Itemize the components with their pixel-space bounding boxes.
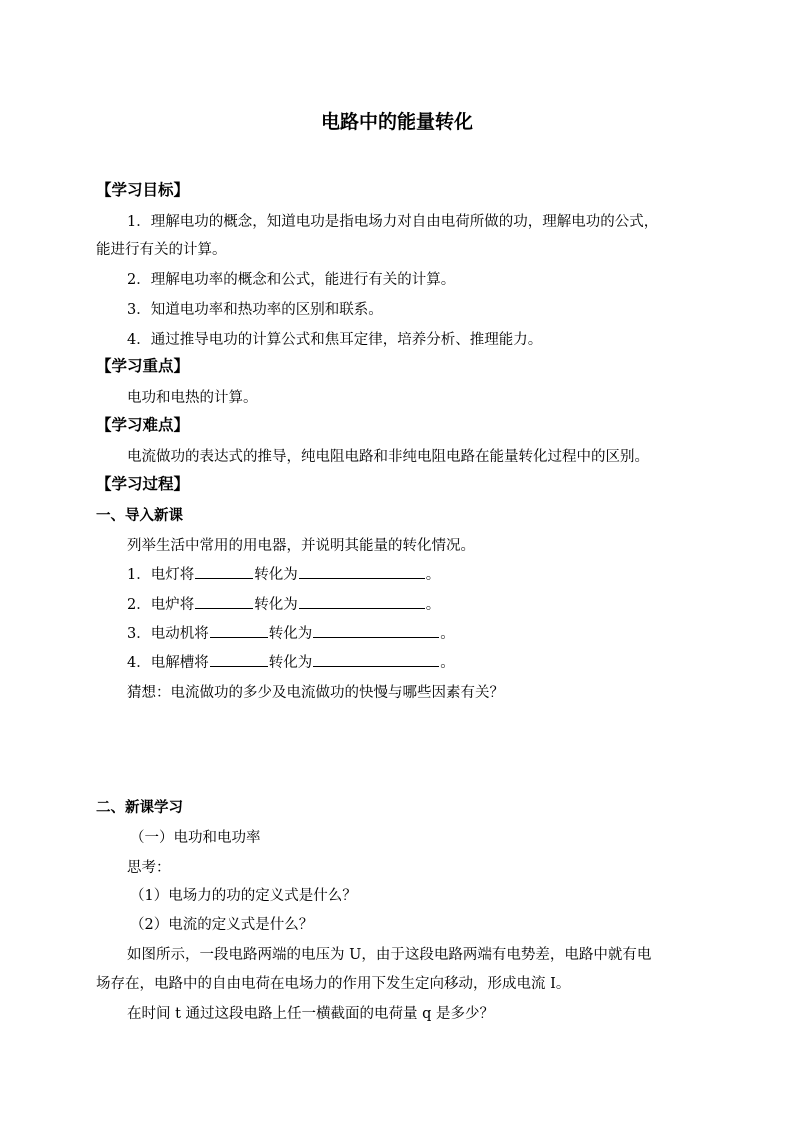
fill-item-2 <box>127 594 440 615</box>
fill-item-4-end: 。 <box>440 655 455 671</box>
objective-item-4: 4．通过推导电功的计算公式和焦耳定律，培养分析、推理能力。 <box>127 332 543 348</box>
objective-item-3: 3．知道电功率和热功率的区别和联系。 <box>127 302 383 318</box>
section2-q1: （1）电场力的功的定义式是什么？ <box>130 888 357 904</box>
page-title: 电路中的能量转化 <box>320 111 473 133</box>
fill-item-4 <box>127 652 455 673</box>
section1-intro: 列举生活中常用的用电器，并说明其能量的转化情况。 <box>127 538 475 554</box>
fill-blank[interactable] <box>313 623 439 638</box>
fill-item-3-mid: 转化为 <box>268 626 313 642</box>
difficulties-heading: 【学习难点】 <box>96 415 190 434</box>
section2-para2: 在时间 t 通过这段电路上任一横截面的电荷量 q 是多少？ <box>127 1006 495 1022</box>
fill-item-3-end: 。 <box>440 626 455 642</box>
objective-item-1-cont: 能进行有关的计算。 <box>96 242 227 258</box>
section2-para1-line2: 场存在，电路中的自由电荷在电场力的作用下发生定向移动，形成电流 I。 <box>96 976 571 992</box>
fill-item-2-end: 。 <box>425 597 441 613</box>
fill-blank[interactable] <box>210 652 268 667</box>
section2-para1-line1: 如图所示，一段电路两端的电压为 U，由于这段电路两端有电势差，电路中就有电 <box>127 947 652 963</box>
fill-item-4-mid: 转化为 <box>268 655 313 671</box>
fill-blank[interactable] <box>195 594 253 609</box>
fill-item-1-end: 。 <box>425 567 441 583</box>
objective-item-1: 1．理解电功的概念，知道电功是指电场力对自由电荷所做的功，理解电功的公式， <box>127 214 659 230</box>
fill-item-3-prefix: 3．电动机将 <box>127 626 209 642</box>
fill-blank[interactable] <box>313 652 439 667</box>
fill-blank[interactable] <box>210 623 268 638</box>
section2-think: 思考： <box>127 860 171 876</box>
process-heading: 【学习过程】 <box>96 474 190 493</box>
difficulties-text: 电流做功的表达式的推导，纯电阻电路和非纯电阻电路在能量转化过程中的区别。 <box>127 449 649 465</box>
fill-item-1 <box>127 564 440 585</box>
fill-item-4-prefix: 4．电解槽将 <box>127 655 209 671</box>
fill-item-3 <box>127 623 455 644</box>
key-points-text: 电功和电热的计算。 <box>127 390 258 406</box>
section1-heading: 一、导入新课 <box>96 507 183 524</box>
section2-q2: （2）电流的定义式是什么？ <box>130 917 314 933</box>
fill-item-2-mid: 转化为 <box>254 597 298 613</box>
fill-item-2-prefix: 2．电炉将 <box>127 597 195 613</box>
objectives-heading: 【学习目标】 <box>96 180 190 199</box>
key-points-heading: 【学习重点】 <box>96 356 190 375</box>
objective-item-2: 2．理解电功率的概念和公式，能进行有关的计算。 <box>127 272 456 288</box>
section1-guess: 猜想：电流做功的多少及电流做功的快慢与哪些因素有关？ <box>127 685 504 701</box>
section2-sub1: （一）电功和电功率 <box>130 830 261 846</box>
fill-blank[interactable] <box>299 564 425 579</box>
section2-heading: 二、新课学习 <box>96 799 183 816</box>
fill-blank[interactable] <box>299 594 425 609</box>
fill-item-1-prefix: 1．电灯将 <box>127 567 195 583</box>
fill-blank[interactable] <box>195 564 253 579</box>
fill-item-1-mid: 转化为 <box>254 567 298 583</box>
